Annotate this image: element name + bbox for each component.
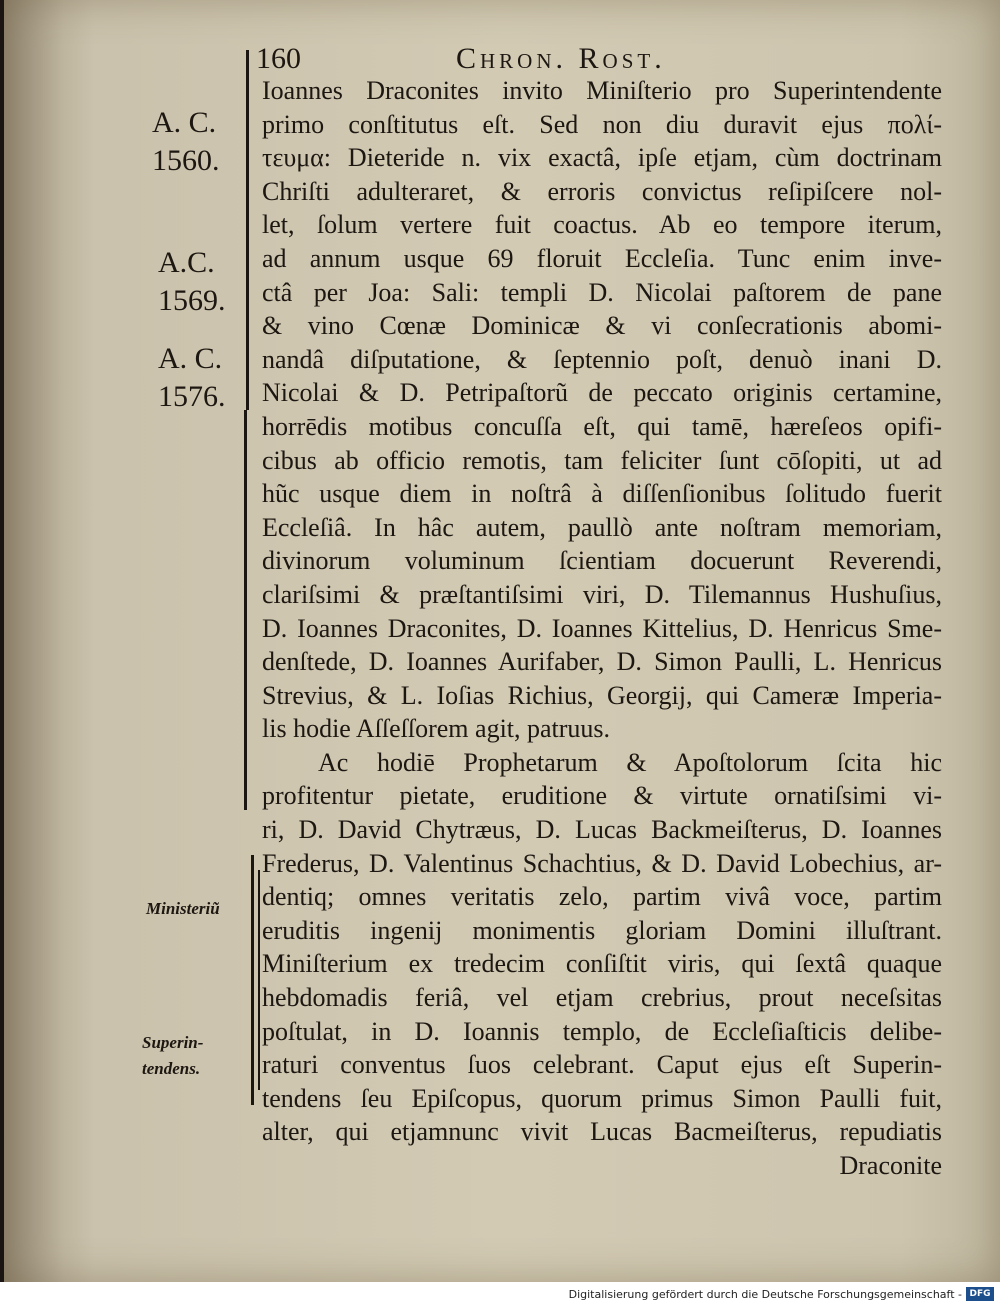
text-line: raturi conventus ſuos celebrant. Caput ejus eſt Superin-	[262, 1050, 942, 1080]
running-title: Chron. Rost.	[456, 42, 666, 75]
margin-year-1576	[158, 342, 226, 414]
margin-superintendens	[142, 1030, 203, 1082]
margin-year-1576-label: A. C.	[158, 342, 223, 375]
text-line: divinorum voluminum ſcientiam docuerunt Reverendi,	[262, 546, 942, 576]
text-line: τευμα: Dieteride n. vix exactâ, ipſe etjam, cùm doctrinam	[262, 143, 942, 173]
text-line: let, ſolum vertere fuit coactus. Ab eo tempore iterum,	[262, 210, 942, 240]
text-line: Strevius, & L. Ioſias Richius, Georgij, qui Cameræ Imperia-	[262, 680, 942, 710]
margin-ministerium	[146, 896, 220, 922]
text-line: profitentur pietate, eruditione & virtute ornatiſsimi vi-	[262, 781, 942, 811]
margin-year-1576-value: 1576.	[158, 380, 226, 413]
text-line: tendens ſeu Epiſcopus, quorum primus Simon Paulli fuit,	[262, 1083, 942, 1113]
catchword: Draconite	[839, 1151, 942, 1180]
margin-superintendens-line-1: Superin-	[142, 1033, 204, 1052]
page-edge-shading	[4, 0, 94, 1282]
margin-rule-upper	[246, 50, 249, 410]
margin-year-1560	[152, 106, 220, 178]
text-line: alter, qui etjamnunc vivit Lucas Bacmeiſterus, repudiatis	[262, 1117, 942, 1147]
text-line: eruditis ingenij monimentis gloriam Domini illuſtrant.	[262, 915, 942, 945]
text-line: primo conſtitutus eſt. Sed non diu duravit ejus πολί-	[262, 109, 942, 139]
text-line: Eccleſiâ. In hâc autem, paullò ante noſtram memoriam,	[262, 512, 942, 542]
text-line: hebdomadis feriâ, vel etjam crebrius, prout neceſsitas	[262, 983, 942, 1013]
text-line: & vino Cœnæ Dominicæ & vi conſecrationis abomi-	[262, 311, 942, 341]
margin-ministerium-label: Ministeriũ	[146, 899, 220, 918]
text-line: Chriſti adulteraret, & erroris convictus reſipiſcere nol-	[262, 176, 942, 206]
digitization-credit: Digitalisierung gefördert durch die Deutsche Forschungsgemeinschaft -	[568, 1288, 962, 1301]
text-line: nandâ diſputatione, & ſeptennio poſt, denuò inani D.	[262, 344, 942, 374]
text-line: D. Ioannes Draconites, D. Ioannes Kittelius, D. Henricus Sme-	[262, 613, 942, 643]
text-line: denſtede, D. Ioannes Aurifaber, D. Simon Paulli, L. Henricus	[262, 647, 942, 677]
text-line: Miniſterium ex tredecim conſiſtit viris, qui ſextâ quaque	[262, 949, 942, 979]
text-line: Nicolai & D. Petripaſtorũ de peccato originis certamine,	[262, 378, 942, 408]
margin-year-1569-value: 1569.	[158, 284, 226, 317]
dfg-logo: DFG	[966, 1287, 994, 1301]
text-line: hũc usque diem in noſtrâ à diſſenſionibus ſolitudo fuerit	[262, 479, 942, 509]
margin-superintendens-line-2: tendens.	[142, 1059, 201, 1078]
text-line: horrēdis motibus concuſſa eſt, qui tamē, hæreſeos opifi-	[262, 411, 942, 441]
text-line: Ac hodiē Prophetarum & Apoſtolorum ſcita hic	[318, 747, 942, 777]
text-line: lis hodie Aſſeſſorem agit, patruus.	[262, 714, 611, 744]
text-line: dentiq; omnes veritatis zelo, partim vivâ voce, partim	[262, 882, 942, 912]
margin-year-1560-value: 1560.	[152, 144, 220, 177]
margin-year-1569-label: A.C.	[158, 246, 215, 279]
text-line: poſtulat, in D. Ioannis templo, de Eccleſiaſticis delibe-	[262, 1016, 942, 1046]
text-line: Frederus, D. Valentinus Schachtius, & D. David Lobechius, ar-	[262, 848, 942, 878]
margin-rule-lower	[251, 855, 254, 1105]
margin-year-1560-label: A. C.	[152, 106, 217, 139]
margin-year-1569	[158, 246, 226, 318]
text-line: Ioannes Draconites invito Miniſterio pro Superintendente	[262, 76, 942, 105]
body-text	[262, 74, 942, 1183]
margin-rule-middle	[244, 410, 247, 810]
text-line: ri, D. David Chytræus, D. Lucas Backmeiſterus, D. Ioannes	[262, 815, 942, 845]
page-number: 160	[256, 42, 301, 75]
inner-rule-lower	[258, 870, 260, 1090]
text-line: ctâ per Joa: Sali: templi D. Nicolai paſtorem de pane	[262, 277, 942, 307]
text-line: clariſsimi & præſtantiſsimi viri, D. Tilemannus Hushuſius,	[262, 579, 942, 609]
text-line: cibus ab officio remotis, tam feliciter ſunt cōſopiti, ut ad	[262, 445, 942, 475]
book-page	[4, 0, 1000, 1282]
text-line: ad annum usque 69 floruit Eccleſia. Tunc enim inve-	[262, 243, 942, 273]
